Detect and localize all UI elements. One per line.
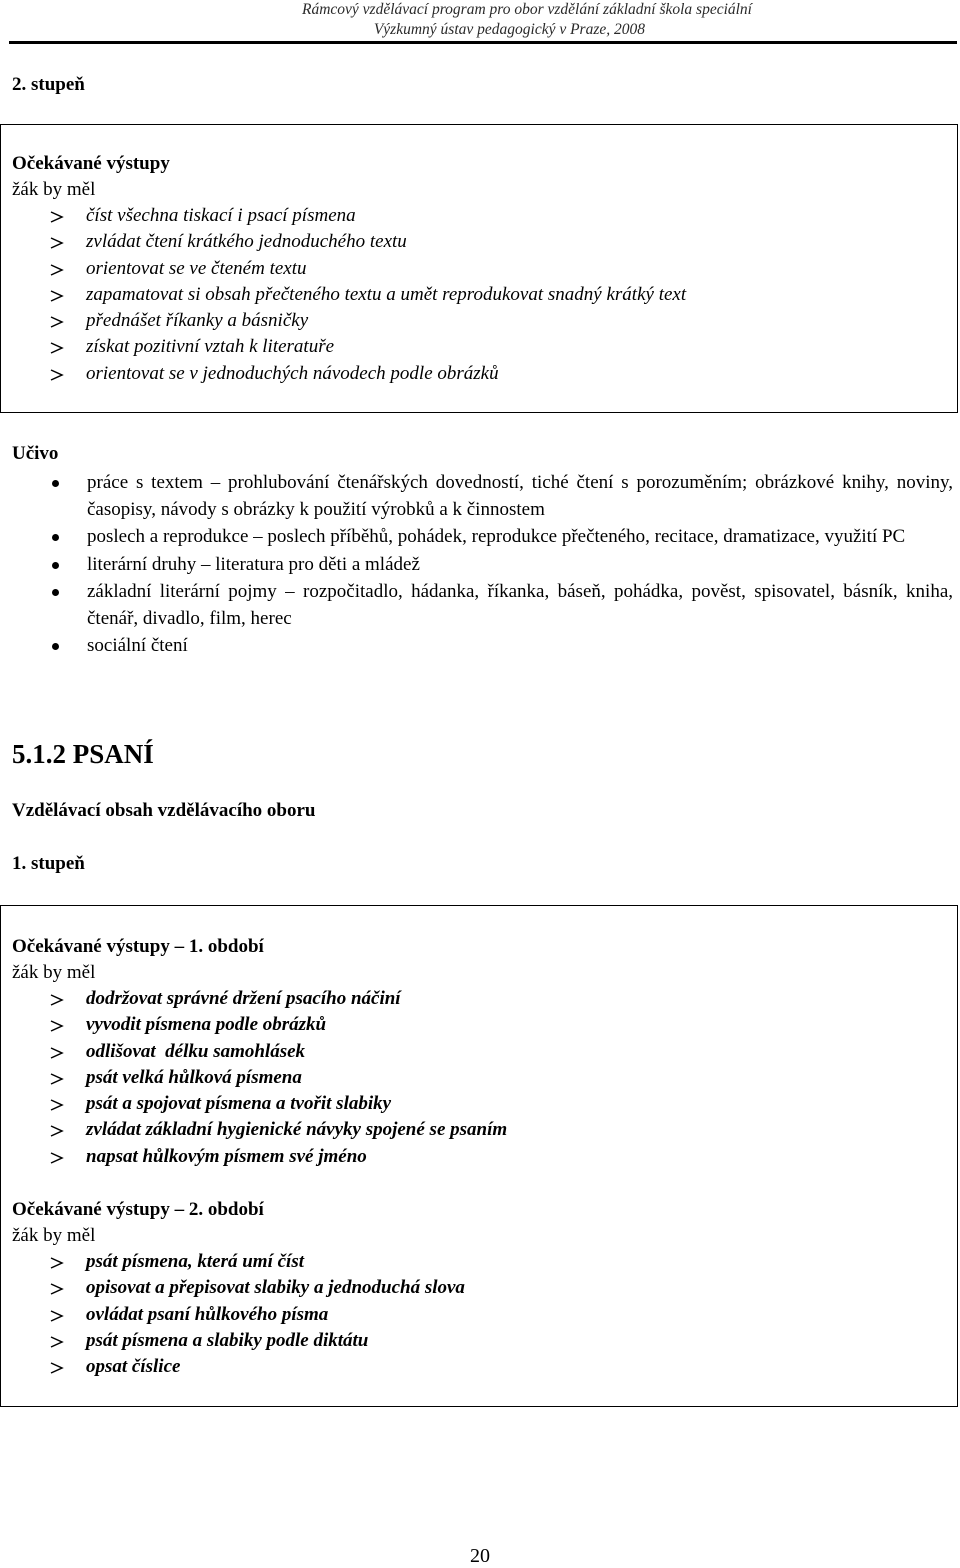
period1-title: Očekávané výstupy – 1. období [12,936,264,957]
content-list [0,470,960,660]
list-item: dodržovat správné držení psacího náčiní [0,986,507,1012]
list-item: zvládat čtení krátkého jednoduchého textu [0,229,686,255]
arrow-bullet-icon [50,1257,64,1269]
arrow-bullet-icon [50,1283,64,1295]
period2-list [0,1249,465,1380]
bullet-dot-icon [52,562,59,569]
arrow-bullet-icon [50,994,64,1006]
list-item: poslech a reprodukce – poslech příběhů, pohádek, reprodukce přečteného, recitace, dramatizace, využití PC [0,524,960,551]
bullet-dot-icon [52,534,59,541]
list-item: opisovat a přepisovat slabiky a jednoduchá slova [0,1275,465,1301]
section-heading-psani: 5.1.2 PSANÍ [12,739,154,769]
list-item: psát písmena a slabiky podle diktátu [0,1328,465,1354]
arrow-bullet-icon [50,1310,64,1322]
list-item: zvládat základní hygienické návyky spojené se psaním [0,1117,507,1143]
arrow-bullet-icon [50,1362,64,1374]
list-item: sociální čtení [0,633,960,660]
list-item: orientovat se ve čteném textu [0,256,686,282]
page-number: 20 [470,1545,490,1567]
bullet-dot-icon [52,643,59,650]
content-title: Učivo [12,443,59,464]
header-institute: Výzkumný ústav pedagogický v Praze, 2008 [373,21,645,38]
list-item: získat pozitivní vztah k literatuře [0,334,686,360]
arrow-bullet-icon [50,369,64,381]
stage-heading: 2. stupeň [12,74,85,95]
arrow-bullet-icon [50,264,64,276]
list-item: psát velká hůlková písmena [0,1065,507,1091]
arrow-bullet-icon [50,342,64,354]
arrow-bullet-icon [50,290,64,302]
list-item: napsat hůlkovým písmem své jméno [0,1144,507,1170]
list-item: základní literární pojmy – rozpočitadlo, hádanka, říkanka, báseň, pohádka, pověst, spisovatel, básník, kniha, čtenář, divadlo, film, herec [0,579,960,632]
list-item: práce s textem – prohlubování čtenářských dovedností, tiché čtení s porozuměním; obrázkové knihy, noviny, časopisy, návody s obrázky k použití výrobků a k činnostem [0,470,960,523]
list-item: psát písmena, která umí číst [0,1249,465,1275]
bullet-dot-icon [52,589,59,596]
outcomes-list [0,203,686,387]
period1-list [0,986,507,1170]
arrow-bullet-icon [50,1047,64,1059]
arrow-bullet-icon [50,211,64,223]
period1-intro: žák by měl [12,962,96,983]
arrow-bullet-icon [50,1336,64,1348]
arrow-bullet-icon [50,1125,64,1137]
list-item: odlišovat délku samohlásek [0,1039,507,1065]
bullet-dot-icon [52,480,59,487]
header-rule [9,41,957,44]
subheading-content: Vzdělávací obsah vzdělávacího oboru [12,800,316,821]
list-item: zapamatovat si obsah přečteného textu a umět reprodukovat snadný krátký text [0,282,686,308]
arrow-bullet-icon [50,1073,64,1085]
list-item: vyvodit písmena podle obrázků [0,1012,507,1038]
list-item: opsat číslice [0,1354,465,1380]
arrow-bullet-icon [50,1020,64,1032]
list-item: psát a spojovat písmena a tvořit slabiky [0,1091,507,1117]
list-item: literární druhy – literatura pro děti a mládež [0,552,960,579]
outcomes-intro: žák by měl [12,179,96,200]
stage-heading-1: 1. stupeň [12,853,85,874]
list-item: přednášet říkanky a básničky [0,308,686,334]
arrow-bullet-icon [50,1099,64,1111]
arrow-bullet-icon [50,1152,64,1164]
arrow-bullet-icon [50,237,64,249]
list-item: číst všechna tiskací i psací písmena [0,203,686,229]
header-program-title: Rámcový vzdělávací program pro obor vzdělání základní škola speciální [302,1,752,18]
list-item: orientovat se v jednoduchých návodech podle obrázků [0,361,686,387]
list-item: ovládat psaní hůlkového písma [0,1302,465,1328]
arrow-bullet-icon [50,316,64,328]
period2-intro: žák by měl [12,1225,96,1246]
outcomes-title: Očekávané výstupy [12,153,170,174]
period2-title: Očekávané výstupy – 2. období [12,1199,264,1220]
